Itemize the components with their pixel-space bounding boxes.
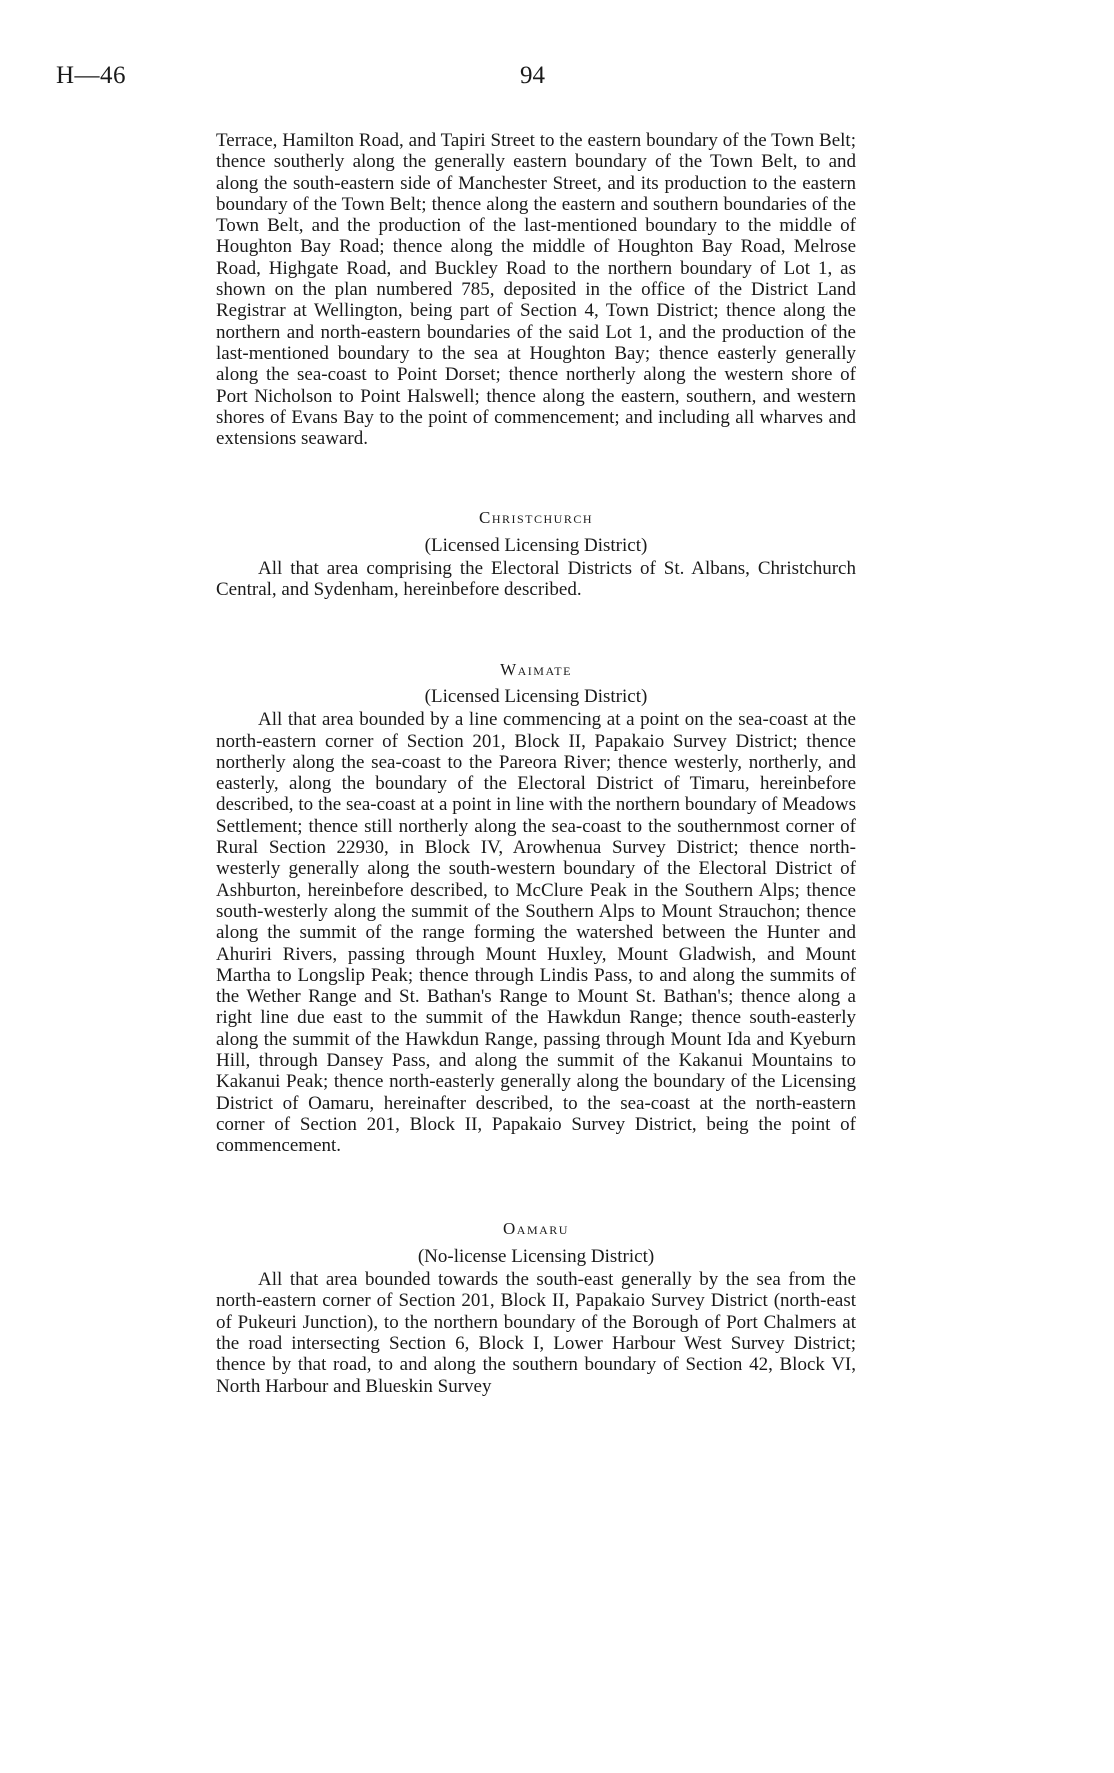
section-waimate (216, 659, 856, 1157)
district-description: All that area comprising the Electoral Districts of St. Albans, Christchurch Central, and Sydenham, hereinbefore described. (216, 558, 856, 601)
document-body (216, 130, 856, 1397)
page-reference: H—46 (56, 62, 127, 89)
section-christchurch (216, 507, 856, 600)
district-type: (Licensed Licensing District) (424, 534, 648, 556)
section-oamaru (216, 1218, 856, 1396)
district-heading: Oamaru (503, 1219, 569, 1239)
district-type: (Licensed Licensing District) (424, 685, 648, 707)
district-description: All that area bounded towards the south-east generally by the sea from the north-eastern corner of Section 201, Block II, Papakaio Survey District (north-east of Pukeuri Junction), to the northern boundary of the Borough of Port Chalmers at the road intersecting Section 6, Block I, Lower Harbour West Survey District; thence by that road, to and along the southern boundary of Section 42, Block VI, North Harbour and Blueskin Survey (216, 1269, 856, 1397)
district-description: All that area bounded by a line commencing at a point on the sea-coast at the north-eastern corner of Section 201, Block II, Papakaio Survey District; thence northerly along the sea-coast to the Pareora River; thence westerly, northerly, and easterly, along the boundary of the Electoral District of Timaru, hereinbefore described, to the sea-coast at a point in line with the northern boundary of Meadows Settlement; thence still northerly along the sea-coast to the southernmost corner of Rural Section 22930, in Block IV, Arowhenua Survey District; thence north-westerly generally along the south-western boundary of the Electoral District of Ashburton, hereinbefore described, to McClure Peak in the Southern Alps; thence south-westerly along the summit of the Southern Alps to Mount Strauchon; thence along the summit of the range forming the watershed between the Hunter and Ahuriri Rivers, passing through Mount Huxley, Mount Gladwish, and Mount Martha to Longslip Peak; thence through Lindis Pass, to and along the summits of the Wether Range and St. Bathan's Range to Mount St. Bathan's; thence along a right line due east to the summit of the Hawkdun Range; thence south-easterly along the summit of the Hawkdun Range, passing through Mount Ida and Kyeburn Hill, through Dansey Pass, and along the summit of the Kakanui Mountains to Kakanui Peak; thence north-easterly generally along the boundary of the Licensing District of Oamaru, hereinafter described, to the sea-coast at the north-eastern corner of Section 201, Block II, Papakaio Survey District, being the point of commencement. (216, 709, 856, 1157)
district-heading: Christchurch (478, 508, 594, 528)
district-type: (No-license Licensing District) (417, 1245, 655, 1267)
district-heading: Waimate (500, 659, 572, 679)
page-number: 94 (520, 62, 545, 89)
opening-paragraph: Terrace, Hamilton Road, and Tapiri Street to the eastern boundary of the Town Belt; thence southerly along the generally eastern boundary of the Town Belt, to and along the south-eastern side of Manchester Street, and its production to the eastern boundary of the Town Belt; thence along the eastern and southern boundaries of the Town Belt, and the production of the last-mentioned boundary to the middle of Houghton Bay Road; thence along the middle of Houghton Bay Road, Melrose Road, Highgate Road, and Buckley Road to the northern boundary of Lot 1, as shown on the plan numbered 785, deposited in the office of the District Land Registrar at Wellington, being part of Section 4, Town District; thence along the northern and north-eastern boundaries of the said Lot 1, and the production of the last-mentioned boundary to the sea at Houghton Bay; thence easterly generally along the sea-coast to Point Dorset; thence northerly along the western shore of Port Nicholson to Point Halswell; thence along the eastern, southern, and western shores of Evans Bay to the point of commencement; and including all wharves and extensions seaward. (216, 130, 856, 450)
